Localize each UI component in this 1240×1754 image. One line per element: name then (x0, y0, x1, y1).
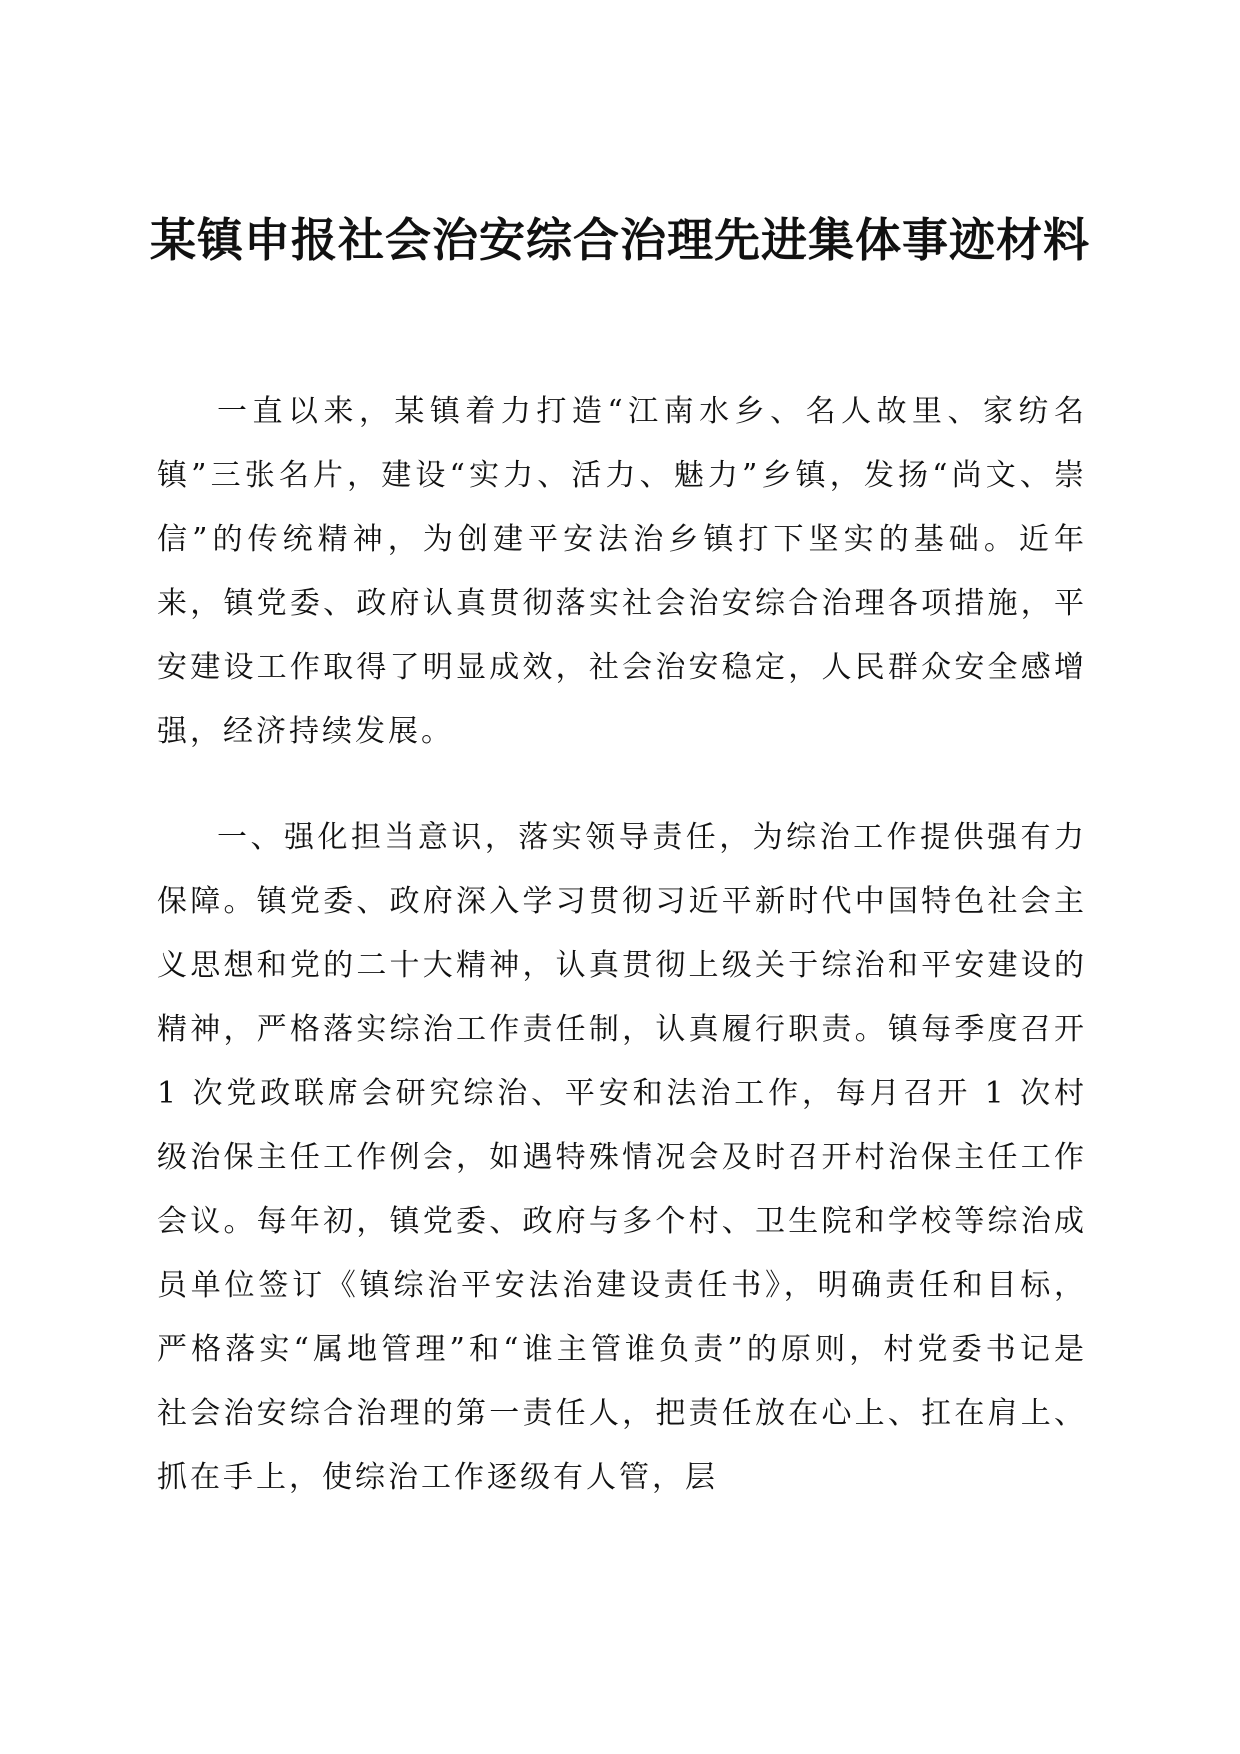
document-title: 某镇申报社会治安综合治理先进集体事迹材料 (150, 213, 1090, 267)
body-paragraph: 一直以来，某镇着力打造“江南水乡、名人故里、家纺名镇”三张名片，建设“实力、活力、魅力”乡镇，发扬“尚文、崇信”的传统精神，为创建平安法治乡镇打下坚实的基础。近年来，镇党委、政府认真贯彻落实社会治安综合治理各项措施，平安建设工作取得了明显成效，社会治安稳定，人民群众安全感增强，经济持续发展。 (157, 394, 1087, 749)
body-paragraph: 一、强化担当意识，落实领导责任，为综治工作提供强有力保障。镇党委、政府深入学习贯彻习近平新时代中国特色社会主义思想和党的二十大精神，认真贯彻上级关于综治和平安建设的精神，严格落实综治工作责任制，认真履行职责。镇每季度召开 1 次党政联席会研究综治、平安和法治工作，每月召开 1 次村级治保主任工作例会，如遇特殊情况会及时召开村治保主任工作会议。每年初，镇党委、政府与多个村、卫生院和学校等综治成员单位签订《镇综治平安法治建设责任书》，明确责任和目标，严格落实“属地管理”和“谁主管谁负责”的原则，村党委书记是社会治安综合治理的第一责任人，把责任放在心上、扛在肩上、抓在手上，使综治工作逐级有人管，层 (157, 820, 1087, 1495)
